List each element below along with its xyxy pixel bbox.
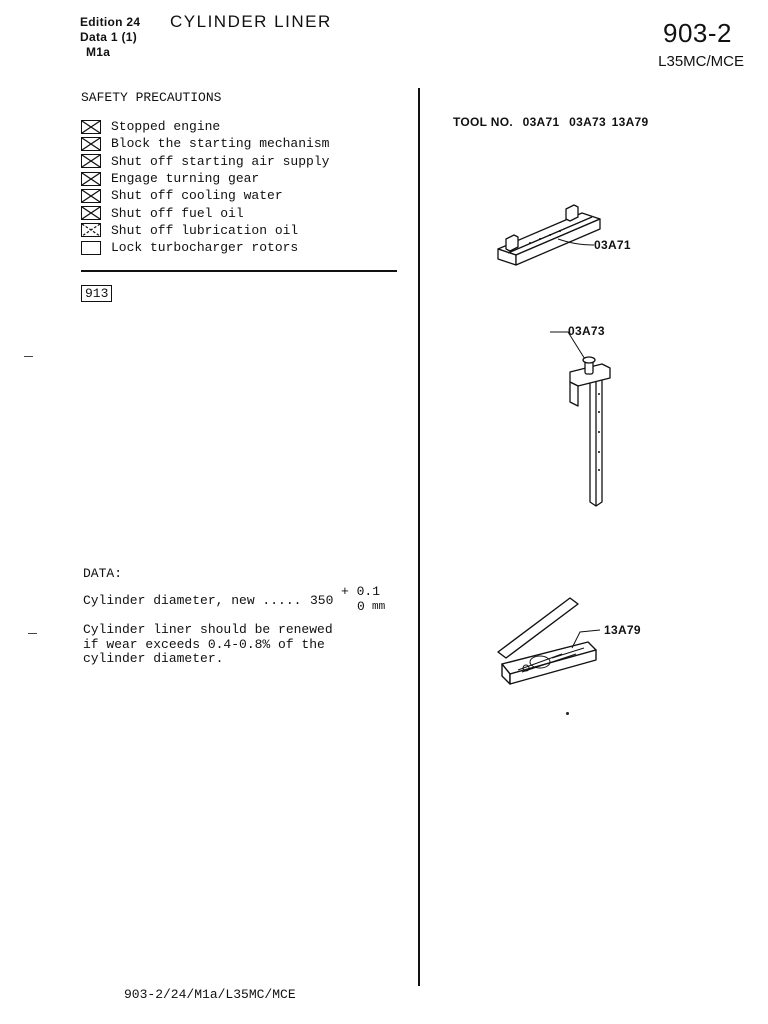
tool-03a71-illustration	[490, 195, 640, 275]
margin-mark	[28, 633, 37, 634]
renewal-note	[83, 623, 333, 667]
checked-box-icon	[81, 223, 101, 237]
tool-13a79-illustration	[492, 592, 612, 692]
renewal-note-line: Cylinder liner should be renewed	[83, 622, 333, 637]
column-divider	[418, 88, 420, 986]
safety-item-label: Shut off starting air supply	[111, 153, 330, 169]
safety-item-starting-air	[81, 153, 329, 170]
tool-callout: 03A71	[594, 238, 631, 252]
checked-box-icon	[81, 206, 101, 220]
tool-number: 03A71	[522, 115, 560, 129]
tool-callout: 13A79	[604, 623, 641, 637]
checked-box-icon	[81, 172, 101, 186]
diameter-label: Cylinder diameter, new .....	[83, 593, 302, 608]
section-divider	[81, 270, 397, 272]
tool-callout: 03A73	[568, 324, 605, 338]
safety-item-label: Lock turbocharger rotors	[111, 240, 299, 256]
checked-box-icon	[81, 154, 101, 168]
unit-label: mm	[372, 601, 386, 613]
tool-header	[453, 115, 649, 129]
safety-item-lubrication-oil	[81, 222, 329, 239]
data-label: Data 1 (1)	[80, 30, 138, 44]
page-title: CYLINDER LINER	[170, 12, 332, 31]
tolerance-lower: 0	[357, 599, 365, 614]
renewal-note-line: if wear exceeds 0.4-0.8% of the	[83, 636, 325, 652]
safety-item-block-starting	[81, 135, 329, 152]
scan-speck	[566, 712, 569, 715]
safety-item-fuel-oil	[81, 204, 329, 221]
tool-03a73-illustration	[540, 320, 620, 510]
safety-item-stopped-engine	[81, 118, 329, 135]
unchecked-box-icon	[81, 241, 101, 255]
tool-number: 03A73	[569, 115, 606, 129]
safety-title: SAFETY PRECAUTIONS	[81, 90, 222, 105]
tolerance-upper: + 0.1	[341, 584, 381, 599]
safety-item-label: Block the starting mechanism	[111, 136, 330, 152]
diameter-value: 350	[310, 593, 334, 608]
data-title: DATA:	[83, 566, 123, 581]
footer-code: 903-2/24/M1a/L35MC/MCE	[124, 987, 296, 1002]
safety-checklist	[81, 118, 329, 256]
edition-label: Edition 24	[80, 15, 141, 29]
safety-item-turbocharger	[81, 239, 329, 256]
checked-box-icon	[81, 137, 101, 151]
safety-item-label: Shut off lubrication oil	[111, 222, 299, 238]
safety-item-label: Engage turning gear	[111, 171, 260, 187]
checked-box-icon	[81, 120, 101, 134]
reference-number-box: 913	[81, 285, 112, 302]
safety-item-label: Shut off cooling water	[111, 188, 283, 204]
checked-box-icon	[81, 189, 101, 203]
margin-mark	[24, 356, 33, 357]
engine-type: L35MC/MCE	[658, 53, 744, 70]
tool-header-label: TOOL NO.	[453, 115, 513, 129]
safety-item-cooling-water	[81, 187, 329, 204]
model-code: M1a	[86, 45, 111, 59]
document-number: 903-2	[663, 18, 732, 48]
safety-item-label: Stopped engine	[111, 119, 221, 135]
tool-number: 13A79	[611, 115, 649, 129]
renewal-note-line: cylinder diameter.	[83, 651, 224, 666]
safety-item-turning-gear	[81, 170, 329, 187]
safety-item-label: Shut off fuel oil	[111, 205, 244, 221]
